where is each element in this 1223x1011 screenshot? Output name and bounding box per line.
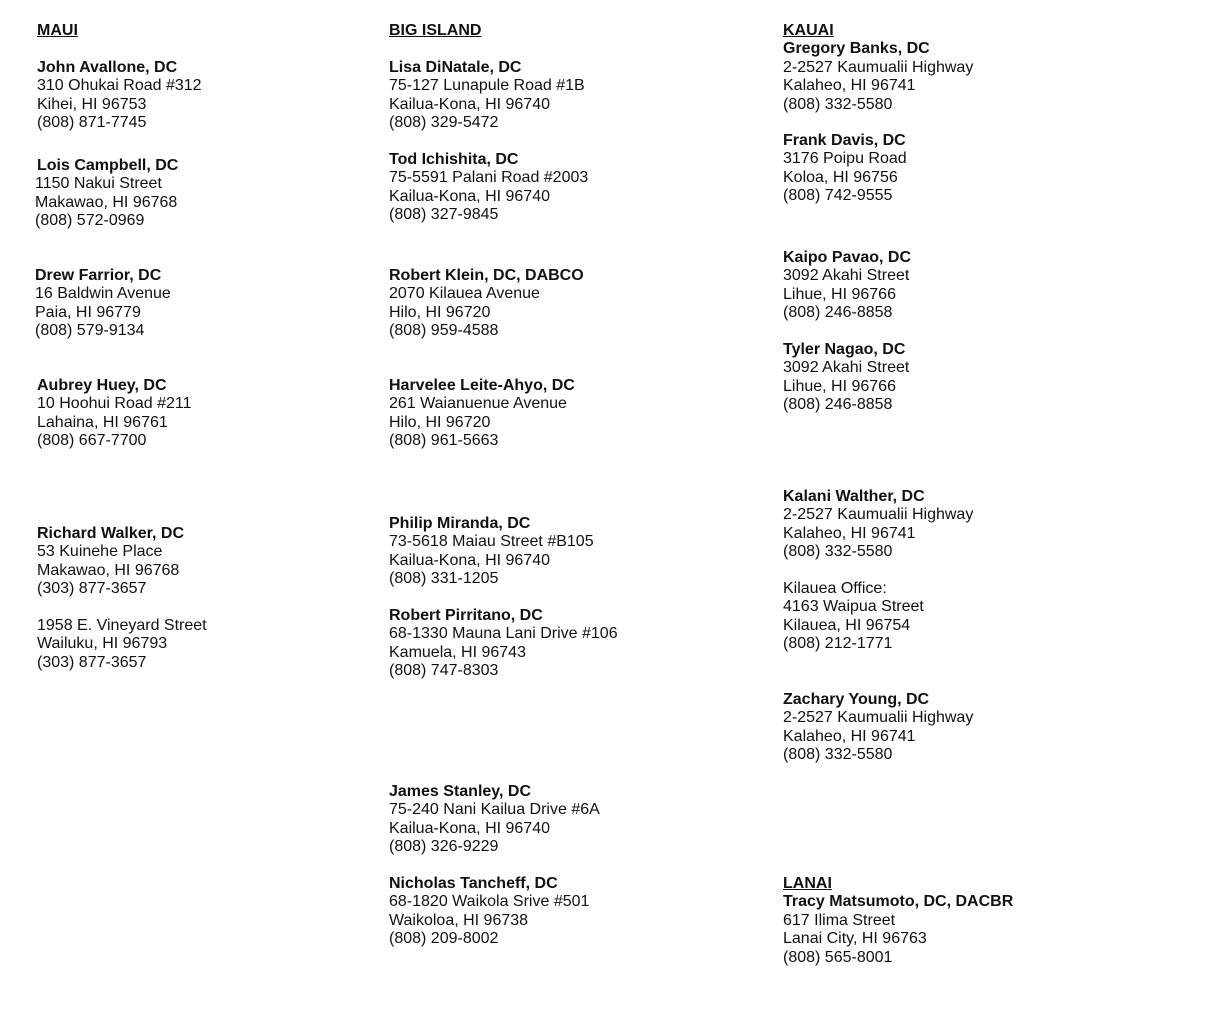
listing-entry [389,875,589,949]
listing-entry [37,525,184,599]
city-state-zip: Koloa, HI 96756 [783,168,898,186]
phone-number: (303) 877-3657 [37,653,147,671]
lanai-heading: LANAI [783,875,832,892]
listing-entry [783,691,973,765]
practitioner-name: John Avallone, DC [37,59,178,76]
listing-entry [389,783,600,857]
street-address: 2-2527 Kaumualii Highway [783,58,974,76]
listing-entry [783,249,911,323]
street-address: 16 Baldwin Avenue [35,285,171,303]
street-address: 1150 Nakui Street [35,175,162,193]
listing-entry [389,267,584,341]
practitioner-name: Lois Campbell, DC [37,157,179,174]
practitioner-name: Harvelee Leite-Ahyo, DC [389,377,575,394]
practitioner-name: Nicholas Tancheff, DC [389,875,558,892]
phone-number: (808) 579-9134 [35,322,145,340]
phone-number: (808) 212-1771 [783,635,893,653]
phone-number: (808) 326-9229 [389,838,499,856]
practitioner-name: Philip Miranda, DC [389,515,531,532]
city-state-zip: Kailua-Kona, HI 96740 [389,551,550,569]
practitioner-name: Tyler Nagao, DC [783,341,906,358]
practitioner-name: Zachary Young, DC [783,691,930,708]
street-address: 310 Ohukai Road #312 [37,77,202,95]
listing-entry [783,132,907,206]
practitioner-name: Lisa DiNatale, DC [389,59,522,76]
city-state-zip: Makawao, HI 96768 [35,193,178,211]
street-address: 75-5591 Palani Road #2003 [389,169,589,187]
phone-number: (808) 246-8858 [783,304,893,322]
office-label: Kilauea Office: [783,580,887,597]
practitioner-name: Gregory Banks, DC [783,40,930,58]
street-address: 1958 E. Vineyard Street [37,617,207,634]
street-address: 75-240 Nani Kailua Drive #6A [389,801,600,819]
practitioner-name: Richard Walker, DC [37,525,185,542]
listing-entry [35,267,171,341]
kauai-heading: KAUAI [783,22,834,39]
phone-number: (808) 332-5580 [783,543,893,561]
street-address: 68-1330 Mauna Lani Drive #106 [389,625,618,643]
city-state-zip: Kilauea, HI 96754 [783,616,911,634]
phone-number: (303) 877-3657 [37,580,147,598]
phone-number: (808) 747-8303 [389,662,499,680]
city-state-zip: Kihei, HI 96753 [37,95,147,113]
city-state-zip: Lihue, HI 96766 [783,377,896,395]
city-state-zip: Kailua-Kona, HI 96740 [389,95,550,113]
city-state-zip: Hilo, HI 96720 [389,303,491,321]
practitioner-name: Frank Davis, DC [783,132,906,149]
street-address: 73-5618 Maiau Street #B105 [389,533,594,551]
phone-number: (808) 871-7745 [37,114,147,132]
street-address: 2-2527 Kaumualii Highway [783,709,974,727]
listing-entry [389,515,594,589]
listing-entry [783,341,909,415]
city-state-zip: Waikoloa, HI 96738 [389,911,529,929]
street-address: 2070 Kilauea Avenue [389,285,540,303]
practitioner-name: Drew Farrior, DC [35,267,162,284]
street-address: 261 Waianuenue Avenue [389,395,567,413]
listing-entry [783,875,1013,967]
city-state-zip: Kalaheo, HI 96741 [783,727,916,745]
phone-number: (808) 961-5663 [389,432,499,450]
city-state-zip: Kailua-Kona, HI 96740 [389,187,550,205]
listing-entry [389,151,588,225]
listing-entry [35,157,178,231]
listing-entry [783,488,973,562]
phone-number: (808) 331-1205 [389,570,499,588]
city-state-zip: Kalaheo, HI 96741 [783,524,916,542]
phone-number: (808) 565-8001 [783,948,893,966]
phone-number: (808) 572-0969 [35,212,145,230]
city-state-zip: Makawao, HI 96768 [37,561,180,579]
practitioner-name: Robert Pirritano, DC [389,607,543,624]
listing-entry [37,59,202,133]
practitioner-name: James Stanley, DC [389,783,531,800]
street-address: 68-1820 Waikola Srive #501 [389,893,590,911]
city-state-zip: Lahaina, HI 96761 [37,413,168,431]
second-office-address [37,617,207,672]
practitioner-name: Tod Ichishita, DC [389,151,519,168]
phone-number: (808) 209-8002 [389,930,499,948]
phone-number: (808) 327-9845 [389,206,499,224]
phone-number: (808) 959-4588 [389,322,499,340]
city-state-zip: Kailua-Kona, HI 96740 [389,819,550,837]
street-address: 617 Ilima Street [783,911,896,929]
phone-number: (808) 332-5580 [783,746,893,764]
street-address: 53 Kuinehe Place [37,543,163,561]
listing-entry [37,377,192,451]
city-state-zip: Paia, HI 96779 [35,303,141,321]
street-address: 3092 Akahi Street [783,267,910,285]
city-state-zip: Wailuku, HI 96793 [37,635,168,653]
city-state-zip: Hilo, HI 96720 [389,413,491,431]
practitioner-name: Aubrey Huey, DC [37,377,167,394]
city-state-zip: Lihue, HI 96766 [783,285,896,303]
city-state-zip: Kamuela, HI 96743 [389,643,526,661]
phone-number: (808) 667-7700 [37,432,147,450]
practitioner-name: Robert Klein, DC, DABCO [389,267,584,284]
practitioner-name: Kalani Walther, DC [783,488,925,505]
listing-entry [389,377,575,451]
listing-entry [783,22,973,114]
listing-entry [389,607,618,681]
practitioner-name: Kaipo Pavao, DC [783,249,912,266]
maui-heading: MAUI [37,22,78,39]
phone-number: (808) 246-8858 [783,396,893,414]
phone-number: (808) 332-5580 [783,95,893,113]
big-island-heading: BIG ISLAND [389,22,482,39]
street-address: 10 Hoohui Road #211 [37,395,192,413]
kilauea-office-address [783,580,924,654]
street-address: 75-127 Lunapule Road #1B [389,77,585,95]
city-state-zip: Kalaheo, HI 96741 [783,77,916,95]
practitioner-name: Tracy Matsumoto, DC, DACBR [783,893,1014,911]
phone-number: (808) 742-9555 [783,187,893,205]
street-address: 3092 Akahi Street [783,359,910,377]
phone-number: (808) 329-5472 [389,114,499,132]
street-address: 4163 Waipua Street [783,598,924,616]
street-address: 2-2527 Kaumualii Highway [783,506,974,524]
city-state-zip: Lanai City, HI 96763 [783,930,927,948]
listing-entry [389,59,585,133]
street-address: 3176 Poipu Road [783,150,907,168]
